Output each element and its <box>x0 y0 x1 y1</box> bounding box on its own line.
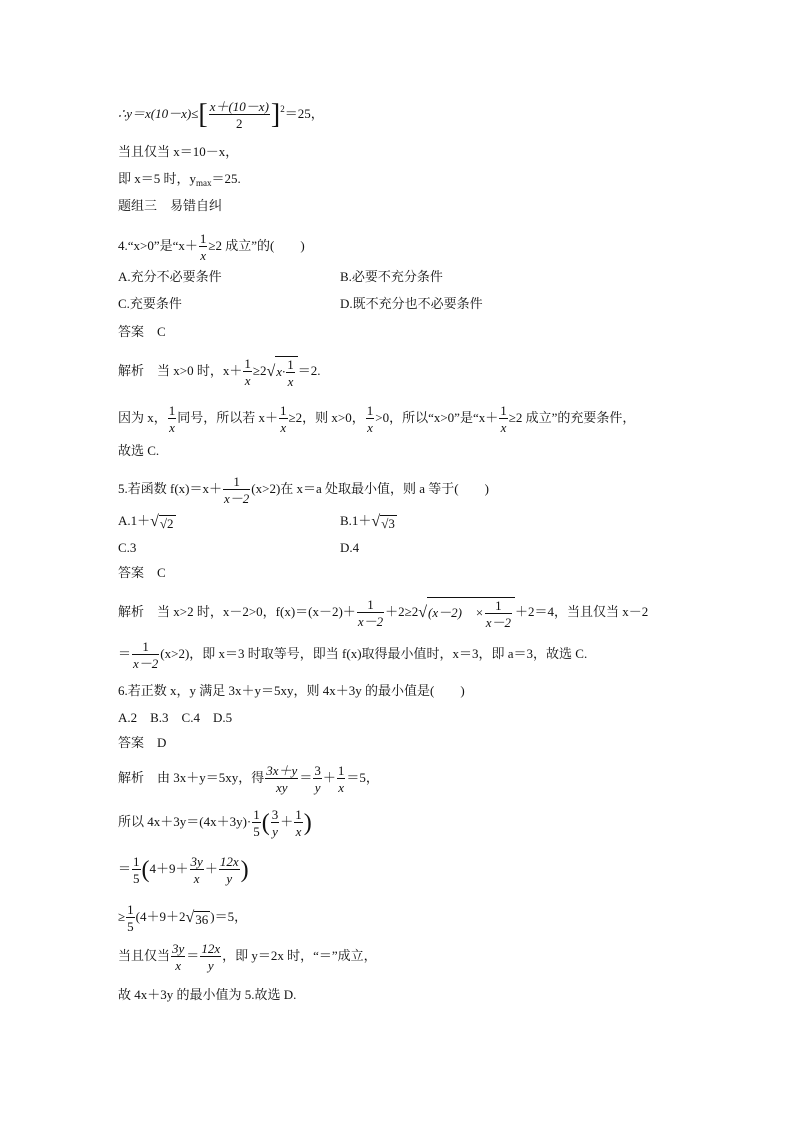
q5-option-a: A.1＋√√2 <box>118 513 174 531</box>
q6-solution-6: 故 4x＋3y 的最小值为 5.故选 D. <box>118 987 297 1002</box>
fraction: $\frac{1}{x-2}$ <box>224 474 250 506</box>
q5-option-c: C.3 <box>118 540 137 555</box>
fraction: $\frac{1}{x}$ <box>366 403 374 435</box>
q6-solution-2: 所以 4x＋3y＝(4x＋3y)· $\frac{1}{5}$ ( $\frac{3}{y}$ ＋ $\frac{1}{x}$ ) <box>118 807 312 839</box>
fraction: $\frac{1}{x}$ <box>199 231 207 263</box>
q4-solution-3: 故选 C. <box>118 443 160 458</box>
q5-option-d: D.4 <box>340 540 360 555</box>
q6-solution-3: ＝ $\frac{1}{5}$ (4＋9＋ $\frac{3y}{x}$ ＋ $\frac{12x}{y}$ ) <box>118 854 249 886</box>
section-heading: 题组三 易错自纠 <box>118 198 223 213</box>
q4-option-b: B.必要不充分条件 <box>340 269 443 284</box>
solution-line-2: 当且仅当 x＝10－x， <box>118 144 239 159</box>
sqrt: √x· $\frac{1}{x}$ <box>266 356 297 388</box>
q6-solution-5: 当且仅当 $\frac{3y}{x}$ ＝ $\frac{12x}{y}$ ，即 y＝2x 时，“＝”成立， <box>118 941 377 973</box>
q6-answer: 答案 D <box>118 735 167 750</box>
q4-option-d: D.既不充分也不必要条件 <box>340 296 483 311</box>
fraction: $\frac{1}{x}$ <box>500 403 507 435</box>
q6-stem: 6.若正数 x，y 满足 3x＋y＝5xy，则 4x＋3y 的最小值是( ) <box>118 683 465 698</box>
q5-answer: 答案 C <box>118 565 166 580</box>
q6-options: A.2 B.3 C.4 D.5 <box>118 710 233 725</box>
q4-solution-1: 解析 当 x>0 时，x＋ $\frac{1}{x}$ ≥2√x· $\frac{1}{x}$ ＝2. <box>118 356 321 389</box>
q5-solution-2: ＝ $\frac{1}{x-2}$ (x>2)，即 x＝3 时取等号，即当 f(x)取得最小值时，x＝3，即 a＝3，故选 C. <box>118 639 588 671</box>
q4-option-c: C.充要条件 <box>118 296 182 311</box>
q6-solution-4: ≥ $\frac{1}{5}$ (4＋9＋2√36 )＝5， <box>118 902 248 934</box>
q4-option-a: A.充分不必要条件 <box>118 269 222 284</box>
math-text: ∴y＝x(10－x)≤ <box>118 105 199 121</box>
fraction: $\frac{x+(10-x)}{2}$ <box>209 99 269 131</box>
fraction: $\frac{1}{x}$ <box>168 403 176 435</box>
q5-stem: 5.若函数 f(x)＝x＋ $\frac{1}{x-2}$ (x>2)在 x＝a 处取最小值，则 a 等于( ) <box>118 474 489 506</box>
fraction: $\frac{1}{x}$ <box>244 356 251 388</box>
solution-line-1: ∴y＝x(10－x)≤[ $\frac{x+(10-x)}{2}$ ]$^2$＝25， <box>118 99 324 131</box>
q5-option-b: B.1＋√√3 <box>340 513 395 531</box>
q4-stem: 4.“x>0”是“x＋ $\frac{1}{x}$ ≥2 成立”的( ) <box>118 231 305 263</box>
q6-solution-1: 解析 由 3x＋y＝5xy，得 $\frac{3x+y}{xy}$ ＝ $\frac{3}{y}$ ＋ $\frac{1}{x}$ ＝5， <box>118 763 379 795</box>
q5-solution-1: 解析 当 x>2 时，x－2>0，f(x)＝(x－2)＋ $\frac{1}{x-2}$ ＋2≥2√(x－2) × $\frac{1}{x-2}$ ＋2＝4，当且仅当 x－2 <box>118 597 649 630</box>
subscript: max <box>196 178 212 188</box>
solution-line-3: 即 x＝5 时，$y_{max}=25$. <box>118 171 241 188</box>
q4-answer: 答案 C <box>118 324 166 339</box>
fraction: $\frac{1}{x}$ <box>280 403 287 435</box>
q4-solution-2: 因为 x， $\frac{1}{x}$ 同号，所以若 x＋ $\frac{1}{x}$ ≥2，则 x>0， $\frac{1}{x}$ >0，所以“x>0”是“x＋ $\frac{1}{x}$ ≥2 成立”的充要条件， <box>118 403 636 435</box>
math-text: ＝25， <box>284 105 324 121</box>
superscript: 2 <box>280 103 285 114</box>
